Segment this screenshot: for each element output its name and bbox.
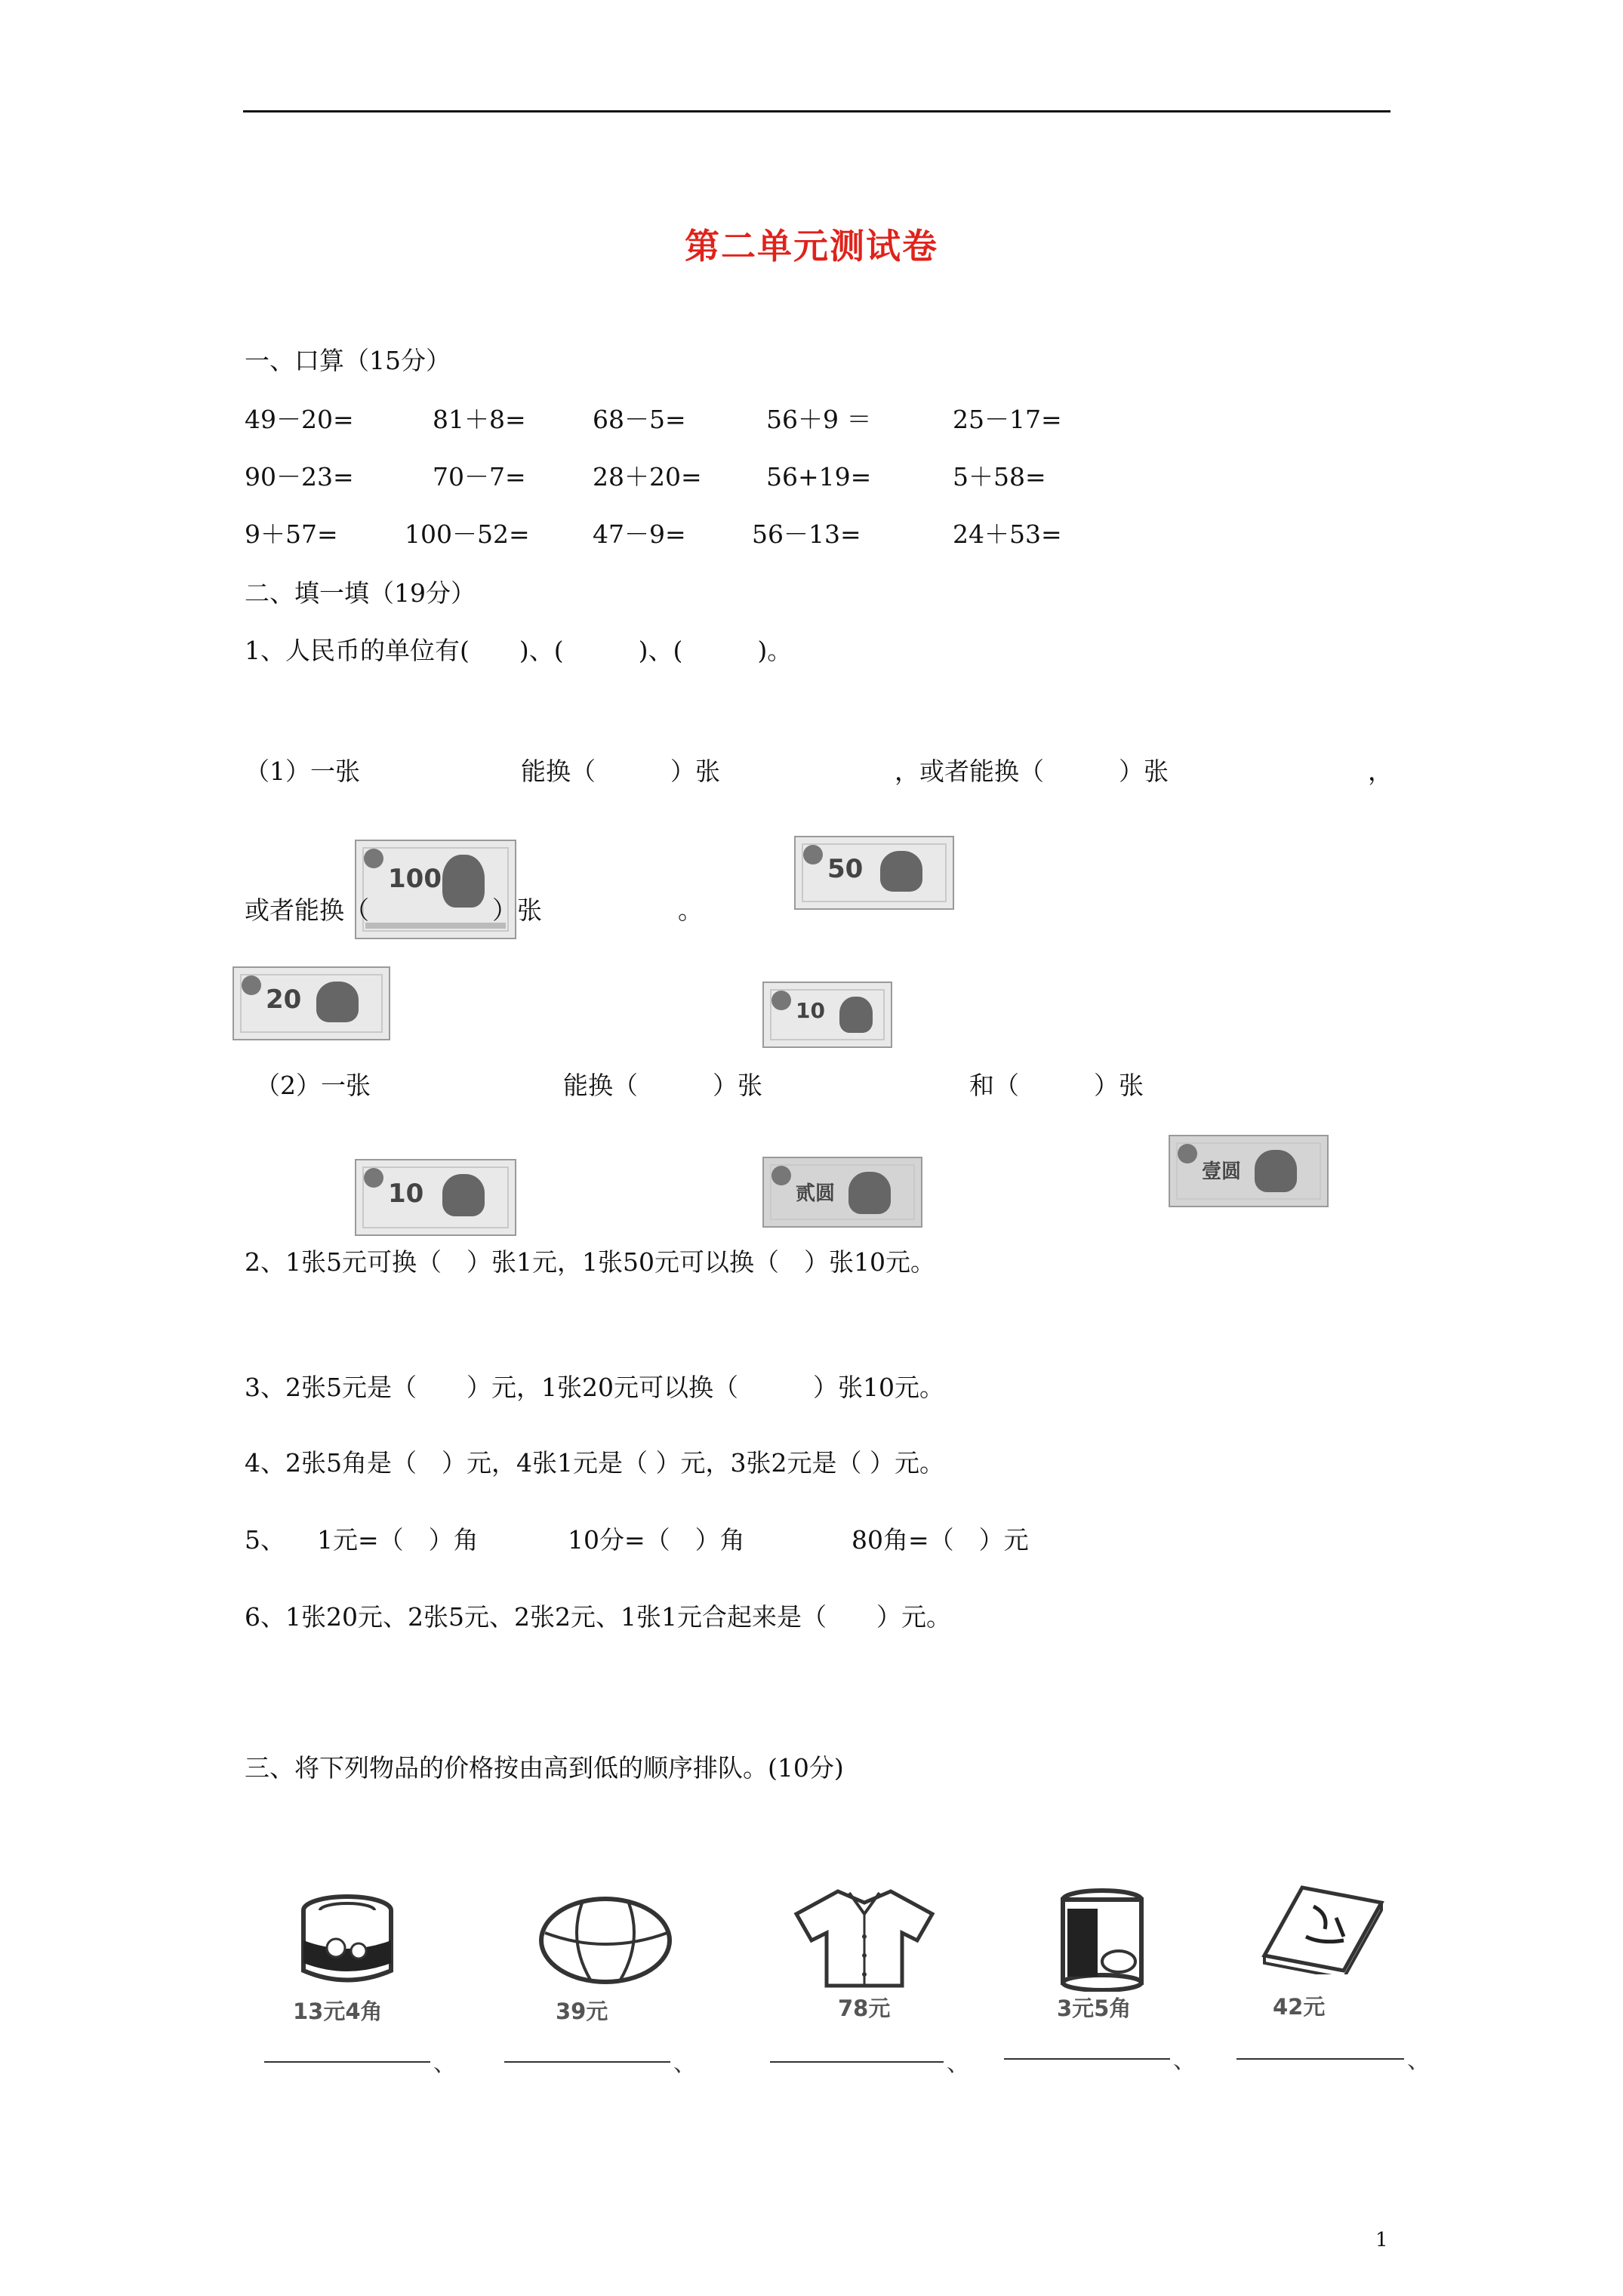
price-jar: 3元5角 [1057,1996,1132,2021]
calc-r3c2: 100－52= [405,519,530,549]
section2-heading: 二、填一填（19分） [245,578,476,608]
banknote-100: 100 [355,840,516,939]
answer-blank-5[interactable] [1236,2058,1404,2060]
q1-1-g: 。 [678,895,703,925]
calc-r3c1: 9＋57= [245,519,338,549]
banknote-2-yuan: 贰圆 [762,1157,922,1228]
book-icon [1253,1884,1389,1974]
banknote-10-a: 10 [762,982,892,1048]
banknote-20: 20 [233,966,390,1040]
q4-text: 4、2张5角是（ ）元，4张1元是（ ）元，3张2元是（ ）元。 [245,1448,944,1478]
shirt-icon [793,1884,936,1989]
price-can: 13元4角 [293,1999,383,2024]
calc-r3c4: 56－13= [752,519,861,549]
q1-1-e: 或者能换（ [245,895,369,925]
price-book: 42元 [1273,1994,1326,2020]
q5-part2: 10分=（ ）角 [568,1525,745,1555]
canned-food-icon [294,1888,400,1993]
banknote-1-yuan: 壹圆 [1169,1135,1329,1207]
page-title: 第二单元测试卷 [685,226,938,267]
q1-1-c: ，或者能换（ ）张 [895,757,1169,786]
separator-3: 、 [947,2051,969,2077]
separator-2: 、 [673,2051,696,2077]
calc-r1c4: 56＋9 ＝ [766,405,872,434]
calc-r3c3: 47－9= [593,519,686,549]
q1-1-a: （1）一张 [245,757,360,786]
price-shirt: 78元 [838,1996,891,2021]
calc-r3c5: 24＋53= [953,519,1062,549]
q1-text: 1、人民币的单位有( )、( )、( )。 [245,636,793,665]
separator-1: 、 [433,2051,456,2077]
calc-r2c2: 70－7= [433,462,526,492]
q5-part3: 80角=（ ）元 [852,1525,1029,1555]
section3-heading: 三、将下列物品的价格按由高到低的顺序排队。(10分) [245,1753,844,1783]
calc-r2c1: 90－23= [245,462,354,492]
q2-text: 2、1张5元可换（ ）张1元，1张50元可以换（ ）张10元。 [245,1247,935,1277]
q1-2-b: 能换（ ）张 [563,1071,762,1100]
answer-blank-4[interactable] [1004,2058,1170,2060]
calc-r1c2: 81＋8= [433,405,526,434]
answer-blank-1[interactable] [264,2061,430,2063]
calc-r1c5: 25－17= [953,405,1062,434]
calc-r1c1: 49－20= [245,405,354,434]
answer-blank-3[interactable] [770,2061,944,2063]
q1-1-d: ， [1368,757,1393,786]
q5-num: 5、 [245,1525,285,1555]
separator-5: 、 [1407,2048,1430,2074]
q1-2-c: 和（ ）张 [969,1071,1144,1100]
answer-blank-2[interactable] [504,2061,670,2063]
q5-part1: 1元=（ ）角 [317,1525,479,1555]
banknote-10-b: 10 [355,1159,516,1236]
q1-2-a: （2）一张 [255,1071,371,1100]
price-ball: 39元 [556,1999,608,2024]
calc-r2c4: 56+19= [766,462,872,492]
calc-r2c5: 5＋58= [953,462,1046,492]
section1-heading: 一、口算（15分） [245,346,451,375]
food-jar-icon [1057,1886,1147,1992]
banknote-50: 50 [794,836,954,910]
q3-text: 3、2张5元是（ ）元，1张20元可以换（ ）张10元。 [245,1373,944,1402]
header-rule [243,110,1390,112]
separator-4: 、 [1173,2048,1196,2074]
q1-1-b: 能换（ ）张 [521,757,720,786]
q6-text: 6、1张20元、2张5元、2张2元、1张1元合起来是（ ）元。 [245,1602,951,1632]
page-number: 1 [1375,2229,1388,2251]
q1-1-f: ）张 [492,895,542,925]
calc-r2c3: 28＋20= [593,462,702,492]
basketball-icon [537,1895,673,1986]
calc-r1c3: 68－5= [593,405,686,434]
